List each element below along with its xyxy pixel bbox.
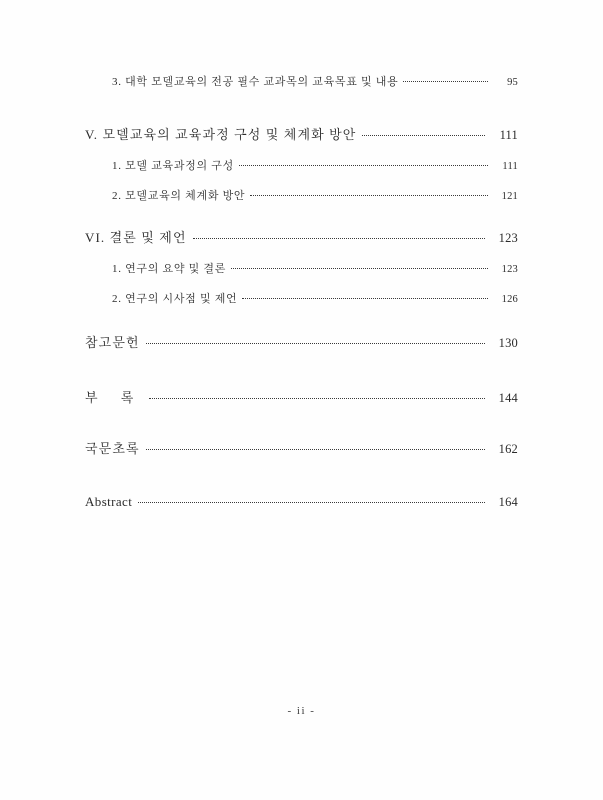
dot-leader xyxy=(231,261,488,272)
toc-entry-page-number: 123 xyxy=(501,264,518,275)
toc-entry[interactable] xyxy=(112,260,518,276)
dot-leader xyxy=(146,334,485,347)
toc-entry-label: 1. 모델 교육과정의 구성 xyxy=(112,160,234,172)
toc-entry-label: 1. 연구의 요약 및 결론 xyxy=(112,263,227,275)
dot-leader xyxy=(193,229,485,242)
dot-leader xyxy=(403,74,488,85)
toc-entry[interactable] xyxy=(112,187,518,203)
toc-entry-label: 3. 대학 모델교육의 전공 필수 교과목의 교육목표 및 내용 xyxy=(112,76,399,88)
toc-entry[interactable] xyxy=(85,387,518,406)
toc-entry-page-number: 111 xyxy=(499,128,518,142)
toc-entry-label: VI. 결론 및 제언 xyxy=(85,230,187,245)
toc-entry[interactable] xyxy=(85,493,518,510)
toc-entry-label: 2. 연구의 시사점 및 제언 xyxy=(112,293,238,305)
toc-entry[interactable] xyxy=(112,73,518,89)
toc-entry[interactable] xyxy=(85,124,518,143)
dot-leader xyxy=(250,188,488,199)
toc-entry-page-number: 164 xyxy=(498,495,518,509)
toc-entry-label: 2. 모델교육의 체계화 방안 xyxy=(112,190,246,202)
toc-entry-page-number: 130 xyxy=(498,336,518,350)
toc-entry-page-number: 111 xyxy=(502,161,518,172)
dot-leader xyxy=(242,291,488,302)
toc-entry-page-number: 121 xyxy=(501,191,518,202)
toc-entry[interactable] xyxy=(112,290,518,306)
toc-entry-page-number: 162 xyxy=(498,442,518,456)
toc-entry-page-number: 126 xyxy=(501,294,518,305)
toc-entry-label: 국문초록 xyxy=(85,441,140,456)
toc-entry-page-number: 144 xyxy=(498,391,518,405)
toc-entry[interactable] xyxy=(85,227,518,246)
toc-entry[interactable] xyxy=(85,332,518,351)
dot-leader xyxy=(239,158,488,169)
dot-leader xyxy=(362,126,485,139)
toc-entry[interactable] xyxy=(112,157,518,173)
toc-entry-page-number: 95 xyxy=(507,77,518,88)
toc-entry[interactable] xyxy=(85,438,518,457)
toc-entry-label: Abstract xyxy=(85,494,133,509)
page-number-footer: - ii - xyxy=(287,705,316,717)
toc-entry-label: 부 록 xyxy=(85,390,144,405)
dot-leader xyxy=(138,493,485,506)
toc-entry-page-number: 123 xyxy=(498,231,518,245)
dot-leader xyxy=(149,389,485,402)
toc-entry-label: 참고문헌 xyxy=(85,335,140,350)
dot-leader xyxy=(146,440,485,453)
toc-entry-label: V. 모델교육의 교육과정 구성 및 체계화 방안 xyxy=(85,127,357,142)
